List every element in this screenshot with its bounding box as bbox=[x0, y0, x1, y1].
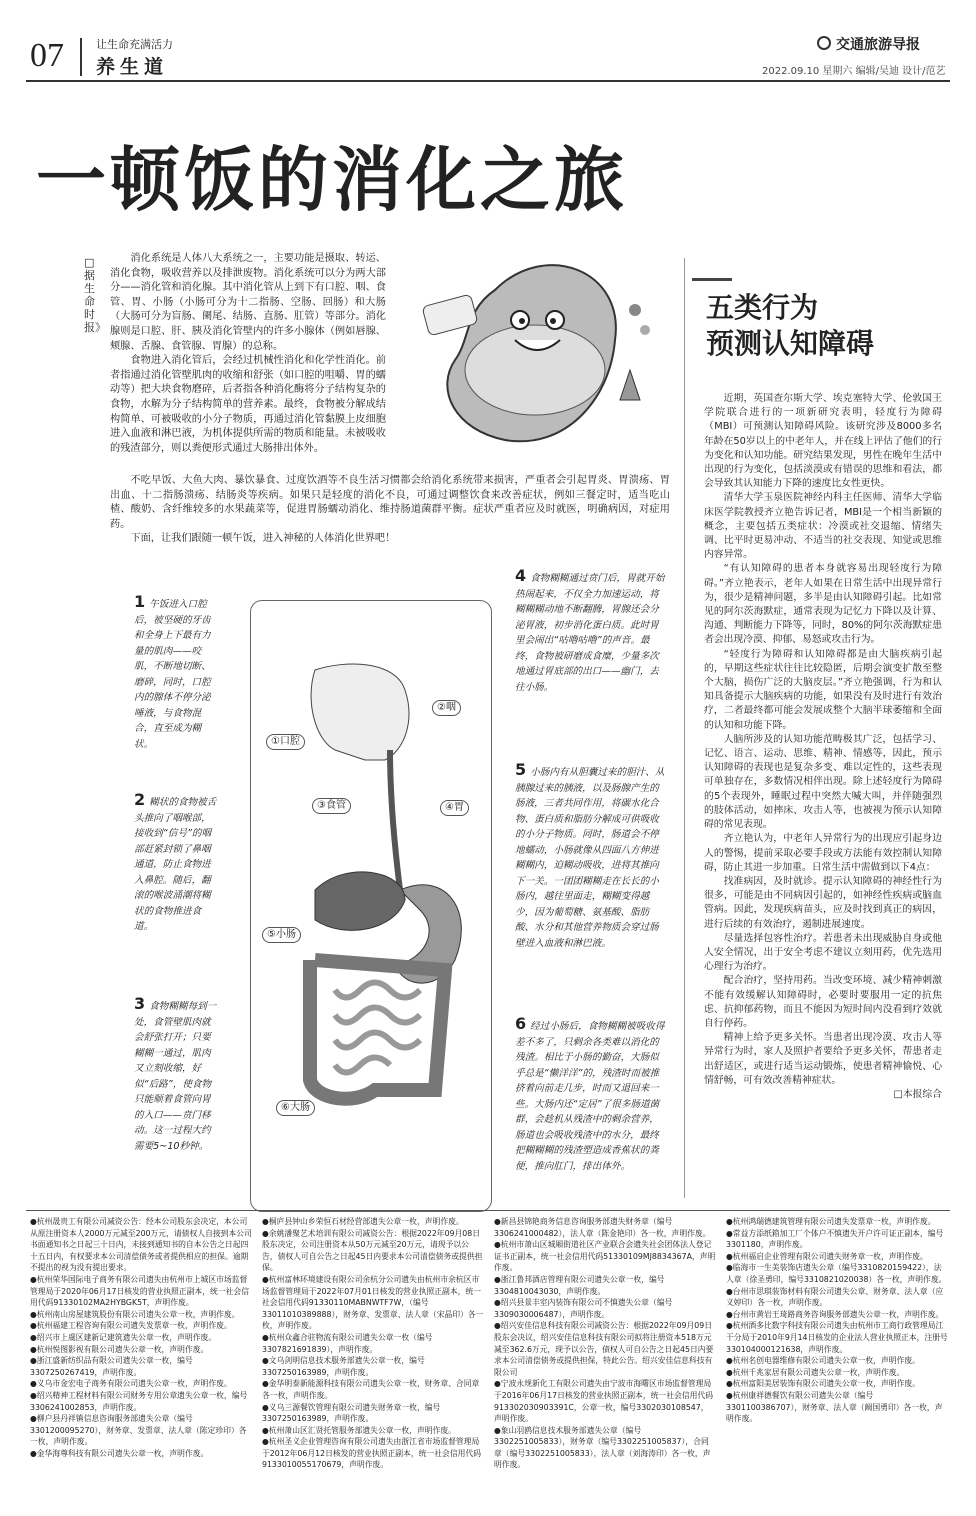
sidebar-paragraph: 近期，英国查尔斯大学、埃克塞特大学、伦敦国王学院联合进行的一项新研究表明，轻度行为障碍（MBI）可预测认知障碍风险。该研究涉及8000多名年龄在50岁以上的中老年人，并在线上评估了他们的行为变化和认知功能。研究结果发现，男性在晚年生活中出现的行为变化，包括淡漠或有错误的思维和看法，都会导致其认知能力下降的速度比女性更快。 bbox=[704, 393, 942, 490]
liver-organ bbox=[315, 872, 405, 931]
headline: 一顿饭的消化之旅 bbox=[36, 139, 628, 221]
notice-item: ●杭州富林环境建设有限公司余杭分公司遗失由杭州市余杭区市场监督管理局于2022年07月01日核发的营业执照正副本，统一社会信用代码91330110MABNWTF7W，（编号33011010389888），财务章、发票章、法人章（宋晶印）各一枚，声明作废。 bbox=[262, 1274, 484, 1331]
sidebar-body bbox=[704, 392, 942, 1102]
sidebar-paragraph: 清华大学玉泉医院神经内科主任医师、清华大学临床医学院教授齐立艳告诉记者，MBI是一个相当新颖的概念，主要包括五类症状：冷漠或社交退缩、情绪失调、比平时更易冲动、不适当的社交表现、知觉或思维内容异常。 bbox=[704, 492, 942, 561]
brand-logo-icon bbox=[817, 36, 831, 50]
notice-item: ●杭州千兆家居有限公司遗失公章一枚，声明作废。 bbox=[726, 1367, 905, 1377]
label-stomach: ④胃 bbox=[440, 800, 469, 816]
sidebar-title-line2: 预测认知障碍 bbox=[706, 327, 875, 360]
notice-item: ●杭州荣华国际电子商务有限公司遗失由杭州市上城区市场监督管理局于2020年06月17日核发的营业执照正副本，统一社会信用代码91330102MA2HYBGK5T，声明作废。 bbox=[30, 1274, 250, 1308]
step-callout-1 bbox=[134, 594, 220, 752]
step-text: 小肠内有从胆囊过来的胆汁、从胰腺过来的胰液，以及肠腺产生的肠液，三者共同作用，将碳水化合物、蛋白质和脂肪分解成可供吸收的小分子物质。同时，肠道会不停地蠕动，小肠就像从四面八方伸进糊糊内，迫糊动吸收，进将其推向下一关。一团团糊糊走在长长的小肠内，越往里面走，糊糊变得越少，因为葡萄糖、氨基酸、脂肪酸、水分和其他营养物质会穿过肠壁进入血液和淋巴液。 bbox=[515, 767, 665, 949]
notice-item: ●杭州悦图影视有限公司遗失公章一枚，声明作废。 bbox=[30, 1344, 209, 1354]
step-number: 1 bbox=[134, 592, 146, 611]
notice-item: ●杭州富阳美居装饰有限公司遗失公章一枚，声明作废。 bbox=[726, 1379, 920, 1389]
esophagus-shape bbox=[390, 750, 400, 890]
small-intestine-organ bbox=[335, 983, 420, 1073]
notice-item: ●义乌三源餐饮管理有限公司遗失财务章一枚，编号3307250163989，声明作废。 bbox=[262, 1402, 441, 1424]
notices-rule bbox=[26, 1210, 950, 1211]
notice-item: ●杭州市萧山区城厢街道社区产业联合会遗失社会团体法人登记证书正副本，统一社会信用代码51330109MJ8834367A，声明作废。 bbox=[494, 1240, 716, 1273]
notice-item: ●杭州晟贵工有限公司减资公告：经本公司股东会决定，本公司从原注册资本人2000万元减至200万元，请债权人自接到本公司书面通知书之日起三十日内，未接到通知书的自本公告之日起四十五日内，有权要求本公司清偿债务或者提供相应的担保。逾期不提出的视为没有提出要求。 bbox=[30, 1217, 252, 1273]
article-paragraph: 下面，让我们跟随一顿午饭，进入神秘的人体消化世界吧！ bbox=[130, 533, 396, 545]
sidebar-paragraph: 尽量选择包容性治疗。若患者未出现威胁自身或他人安全情况，出于安全考虑不建议立刻用药，优先选用心理行为治疗。 bbox=[704, 932, 942, 973]
article-continuation bbox=[110, 474, 670, 547]
step-callout-5 bbox=[515, 762, 665, 951]
notice-item: ●宁波永规新化工有限公司遗失由宁波市海曙区市场监督管理局于2016年06月17日核发的营业执照正副本，统一社会信用代码913302030903391C，公章一枚，编号3302030108547，声明作废。 bbox=[494, 1379, 714, 1424]
notice-item: ●浙江盛新纺织品有限公司遗失公章一枚，编号3307250267419，声明作废。 bbox=[30, 1356, 193, 1377]
step-number: 5 bbox=[515, 760, 527, 779]
notice-item: ●常益方添纸箱加工厂个体户不慎遗失开户许可证正副本，编号3301180，声明作废。 bbox=[726, 1228, 944, 1250]
notice-item: ●绍兴精神工程材料有限公司财务专用公章遗失公章一枚，编号3306241002853，声明作废。 bbox=[30, 1390, 248, 1412]
sidebar-title-line1: 五类行为 bbox=[706, 291, 819, 324]
step-text: 食物糊糊每到一处，食管壁肌肉就会舒张打开；只要糊糊一通过，肌肉又立刻收缩，好似“后路”，使食物只能顺着食管向胃的入口——贲门移动。这一过程大约需要5~10秒钟。 bbox=[134, 1001, 217, 1152]
sidebar-byline: □本报综合 bbox=[893, 1088, 942, 1100]
step-callout-2 bbox=[134, 792, 220, 935]
notice-item: ●杭州福启企业管理有限公司遗失财务章一枚，声明作废。 bbox=[726, 1251, 928, 1261]
article-paragraph: 食物进入消化管后，会经过机械性消化和化学性消化。前者指通过消化管壁肌肉的收缩和舒张（如口腔的咀嚼、胃的蠕动等）把大块食物磨碎，后者指各种消化酶将分子结构复杂的食物，水解为分子结构简单的营养素。最终，食物被分解成结构简单、可被吸收的小分子物质，再通过消化管黏膜上皮细胞进入血液和淋巴液，为机体提供所需的物质和能量。未被吸收的残渣部分，则以粪便形式通过大肠排出体外。 bbox=[110, 355, 386, 454]
header-slogan: 让生命充满活力 bbox=[96, 38, 173, 51]
notices-col-4 bbox=[726, 1216, 948, 1425]
notice-item: ●余姚潘聚艺术培训有限公司减资公告：根据2022年09月08日股东决定，公司注册资本从50万元减至20万元，请现予以公告，债权人可自公告之日起45日内要求本公司清偿债务或提供担保。 bbox=[262, 1228, 483, 1273]
step-text: 食物糊糊通过贲门后，胃就开始热闹起来，不仅全力加速运动，将糊糊糊动地不断翻腾，胃腺还会分泌胃液，初步消化蛋白质。此时胃里会闹出“咕噜咕噜”的声音。最终，食物被研磨成食糜，少量多次地通过胃底部的出口——幽门，去往小肠。 bbox=[515, 573, 665, 693]
sidebar-paragraph: 人脑所涉及的认知功能范畴极其广泛，包括学习、记忆、语言、运动、思维、精神、情感等，因此，预示认知障碍的表现也是复杂多变、难以定性的，这些表现可单独存在，多数情况相伴出现。除上述轻度行为障碍的5个表现外，睡眠过程中突然大喊大叫，并伴随强烈的肢体活动，如摔床、攻击人等，也被视为预示认知障碍的常见表现。 bbox=[704, 733, 942, 831]
brand-name: 交通旅游导报 bbox=[836, 37, 920, 53]
notice-item: ●杭州萧山区汇贤托管服务部遗失公章一枚，声明作废。 bbox=[262, 1425, 456, 1435]
sidebar-paragraph: “有认知障碍的患者本身就容易出现轻度行为障碍。”齐立艳表示，老年人如果在日常生活中出现异常行为，很少是精神问题，多半是由认知障碍引起。比如常见的阿尔茨海默症，通常表现为记忆力下降以及计算、沟通、判断能力下降等，同时，80%的阿尔茨海默症患者会出现冷漠、抑郁、易怒或攻击行为。 bbox=[704, 563, 942, 646]
label-small-intestine: ⑤小肠 bbox=[262, 927, 301, 943]
article-paragraph: 不吃早饭、大鱼大肉、暴饮暴食、过度饮酒等不良生活习惯都会给消化系统带来损害，严重者会引起胃炎、胃溃疡、胃出血、十二指肠溃疡、结肠炎等疾病。如果只是轻度的消化不良，可通过调整饮食来改善症状，例如三餐定时，适当吃山楂、酸奶、含纤维较多的水果蔬菜等，促进胃肠蠕动消化、维持肠道菌群平衡。症状严重者应及时就医，明确病因，对症用药。 bbox=[110, 475, 670, 530]
article-intro-col bbox=[110, 252, 386, 456]
notice-item: ●浙江鲁邦酒店管理有限公司遗失公章一枚，编号3304810043030，声明作废。 bbox=[494, 1274, 665, 1296]
notice-item: ●台州市思琪装饰材料有限公司遗失公章、财务章、法人章（应义婷印）各一枚，声明作废。 bbox=[726, 1286, 944, 1308]
step-number: 2 bbox=[134, 790, 146, 809]
notice-item: ●台州市黄岩王琦路商务咨询服务部遗失公章一枚，声明作废。 bbox=[726, 1309, 944, 1319]
step-number: 4 bbox=[515, 566, 527, 585]
label-large-intestine: ⑥大肠 bbox=[276, 1100, 315, 1116]
header-divider bbox=[80, 38, 82, 76]
sidebar-title-decoration bbox=[692, 278, 732, 289]
notice-item: ●杭州福建工程咨询有限公司遗失发票章一枚，声明作废。 bbox=[30, 1321, 232, 1331]
article-paragraph: 消化系统是人体八大系统之一，主要功能是摄取、转运、消化食物，吸收营养以及排泄废物。消化系统可以分为两大部分——消化管和消化腺。其中消化管从上到下有口腔、咽、食管、胃、小肠（小肠可分为十二指肠、空肠、回肠）和大肠（大肠可分为盲肠、阑尾、结肠、直肠、肛管）等部分。消化腺则是口腔、肝、胰及消化管壁内的许多小腺体（例如唇腺、颊腺、舌腺、食管腺、胃腺）的总称。 bbox=[110, 253, 386, 352]
section-title: 养生道 bbox=[96, 56, 169, 78]
notice-item: ●绍兴县景丰室内装饰有限公司不慎遗失公章（编号3309030006487），声明作废。 bbox=[494, 1298, 673, 1319]
step-text: 经过小肠后，食物糊糊被吸收得差不多了，只剩余各类难以消化的残渣。相比于小肠的勤奋，大肠似乎总是“懒洋洋”的，残渣时而被推挤着向前走几步，时而又退回来一些。大肠内还“定居”了很多肠道菌群，会趁机从残渣中的剩余营养，肠道也会吸收残渣中的水分，最终把糊糊糊的残渣塑造成香蕉状的粪便，推向肛门，排出体外。 bbox=[515, 1021, 665, 1172]
notices-col-1 bbox=[30, 1216, 252, 1459]
notices-col-2 bbox=[262, 1216, 484, 1471]
notice-item: ●义乌市金宏电子商务有限公司遗失公章一枚，声明作废。 bbox=[30, 1379, 232, 1389]
notice-item: ●文乌剑明信息技术服务部遗失公章一枚，编号3307250163989，声明作废。 bbox=[262, 1356, 425, 1377]
sidebar-paragraph: 齐立艳认为，中老年人异常行为的出现应引起身边人的警惕，提前采取必要手段或方法能有效控制认知障碍，防止其进一步加重。日常生活中需做到以下4点： bbox=[704, 833, 942, 873]
step-callout-6 bbox=[515, 1016, 665, 1174]
step-text: 糊状的食物被舌头推向了咽喉部，接收到“信号”的咽部赶紧封锁了鼻咽通道，防止食物进入鼻腔。随后，翻滚的喉波涌潮将糊状的食物推进食道。 bbox=[134, 797, 217, 932]
label-pharynx: ②咽 bbox=[432, 700, 461, 716]
step-text: 午饭进入口腔后，被坚硬的牙齿和全身上下最有力量的肌肉——咬肌，不断地切断、磨碎，同时，口腔内的腺体不停分泌唾液，与食物混合，直至成为糊状。 bbox=[134, 599, 211, 750]
notice-item: ●杭州众鑫合驻物流有限公司遗失公章一枚（编号3307821691839），声明作废。 bbox=[262, 1332, 433, 1354]
notice-item: ●桐庐县钟山乡荣恒石材经营部遗失公章一枚，声明作废。 bbox=[262, 1217, 464, 1226]
notice-item: ●杭州南山房屋建筑股份有限公司遗失公章一枚，声明作废。 bbox=[30, 1309, 240, 1319]
header-rule bbox=[26, 80, 950, 82]
notice-item: ●杭州酒多比数字科技有限公司遗失由杭州市工商行政管理局江干分局于2010年9月14日核发的企业法人营业执照正本，注册号330104000121638，声明作废。 bbox=[726, 1321, 948, 1354]
notice-item: ●杭州鸿瑞德建筑管理有限公司遗失发票章一枚，声明作废。 bbox=[726, 1217, 936, 1226]
notices-col-3 bbox=[494, 1216, 716, 1471]
step-callout-4 bbox=[515, 568, 665, 695]
sidebar-paragraph: 精神上给予更多关怀。当患者出现冷漠、攻击人等异常行为时，家人及照护者要给予更多关怀，帮患者走出舒适区，或进行适当运动锻炼，使患者精神愉悦、心情舒畅，可有效改善精神症状。 bbox=[704, 1032, 942, 1086]
label-mouth: ①口腔 bbox=[266, 734, 305, 750]
step-callout-3 bbox=[134, 996, 220, 1154]
head-outline bbox=[311, 664, 409, 760]
notice-item: ●金华海尊科技有限公司遗失公章一枚，声明作废。 bbox=[30, 1448, 209, 1458]
notice-item: ●杭州圣义企业管理咨询有限公司遗失由浙江省市场监督管理局于2012年06月12日核发的营业执照正副本，统一社会信用代码9133010055170679，声明作废。 bbox=[262, 1437, 482, 1470]
notice-item: ●柳户县丹祥镇信息咨询服务部遗失公章（编号3301200095270），财务章、发票章、法人章（陈定珍印）各一枚，声明作废。 bbox=[30, 1414, 247, 1447]
notice-item: ●杭州名创电器维修有限公司遗失公章一枚，声明作废。 bbox=[726, 1356, 920, 1366]
page-number: 07 bbox=[30, 37, 64, 74]
label-esophagus: ③食管 bbox=[312, 798, 351, 814]
date-line: 2022.09.10 星期六 编辑/吴迪 设计/范艺 bbox=[762, 66, 946, 77]
notice-item: ●绍兴安佳信息科技有限公司减资公告：根据2022年09月09日股东会决议，绍兴安佳信息科技有限公司拟将注册资本518万元减至362.6万元，现予以公告，债权人可自公告之日起45日内要求本公司清偿债务或提供担保，特此公告。绍兴安佳信息科技有限公司 bbox=[494, 1321, 714, 1377]
stomach-illustration bbox=[395, 250, 665, 470]
sidebar-paragraph: 找准病因，及时就诊。提示认知障碍的神经性行为很多，可能是由不同病因引起的，如神经性疾病或脑血管病。因此，发现疾病苗头，应及时找到真正的病因，进行后续的有效治疗，遏制进展速度。 bbox=[704, 875, 942, 930]
step-number: 6 bbox=[515, 1014, 527, 1033]
sidebar-paragraph: 配合治疗，坚持用药。当改变环境、减少精神刺激不能有效缓解认知障碍时，必要时要服用一定的抗焦虑、抗抑郁药物，而且不能因为短时间内没看到疗效就自行停药。 bbox=[704, 975, 942, 1029]
notice-item: ●新昌县锦艳商务信息咨询服务部遗失财务章（编号3306241000482），法人章（陈金艳印）各一枚，声明作废。 bbox=[494, 1217, 711, 1238]
notice-item: ●绍兴市上虞区建新记建筑遗失公章一枚，声明作废。 bbox=[30, 1332, 217, 1342]
notice-item: ●临海市一生美装饰店遗失公章（编号3310820159422），法人章（徐圣勇印，编号3310821020038）各一枚，声明作废。 bbox=[726, 1263, 947, 1284]
sidebar-divider bbox=[684, 258, 685, 1198]
notice-item: ●金华明泰新能源科技有限公司遗失公章一枚，财务章、合同章各一枚，声明作废。 bbox=[262, 1379, 480, 1400]
notice-item: ●杭州康祥德餐饮有限公司遗失公章（编号3301100386707），财务章、法人章（阚国勇印）各一枚，声明作废。 bbox=[726, 1390, 943, 1424]
sidebar-title bbox=[706, 290, 874, 362]
notice-item: ●象山羽鸥信息技术服务部遗失公章（编号3302251005833），财务章（编号3302251005837），合同章（编号3302251005833），法人章（刘海涛印）各一枚，声明作废。 bbox=[494, 1425, 711, 1470]
article-source: □据生命时报》 bbox=[84, 256, 106, 334]
step-number: 3 bbox=[134, 994, 146, 1013]
sidebar-paragraph: “轻度行为障碍和认知障碍都是由大脑疾病引起的，早期这些症状往往比较隐匿，后期会演变扩散至整个大脑，损伤广泛的大脑皮层。”齐立艳强调，行为和认知具备提示大脑疾病的功能，如果没有及时进行有效治疗，二者最终都可能会发展成整个大脑半球萎缩和全面的认知和功能下降。 bbox=[704, 648, 942, 731]
